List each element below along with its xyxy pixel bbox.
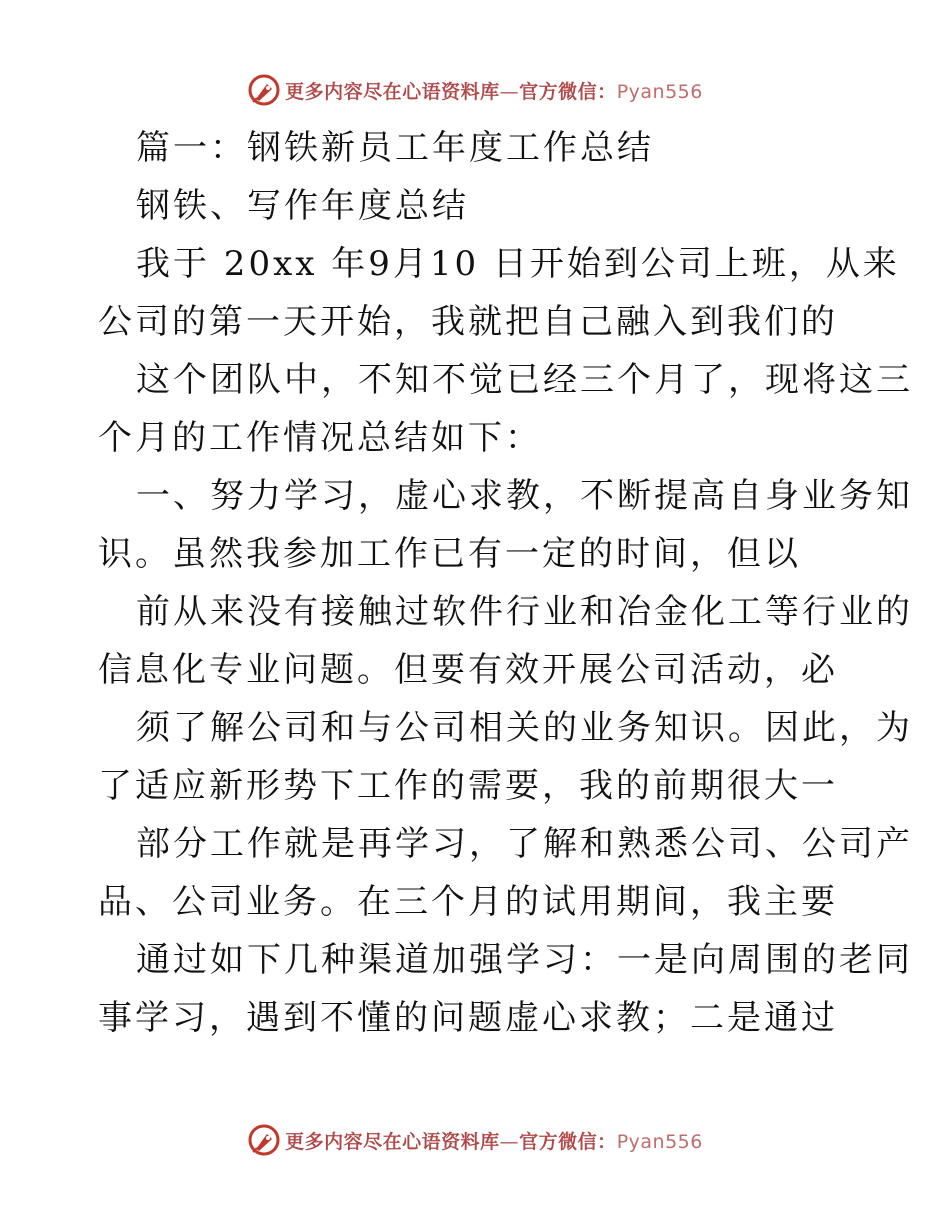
banner-text — [285, 77, 703, 104]
paragraph-line: 事学习，遇到不懂的问题虚心求教；二是通过 — [98, 998, 838, 1038]
section-heading-line: 一、努力学习，虚心求教，不断提高自身业务知 — [136, 476, 913, 516]
paragraph-line: 了适应新形势下工作的需要，我的前期很大一 — [98, 766, 838, 806]
paragraph-line: 品、公司业务。在三个月的试用期间，我主要 — [98, 882, 838, 922]
paragraph-line: 部分工作就是再学习，了解和熟悉公司、公司产 — [136, 824, 913, 864]
banner-dash: — — [499, 1130, 520, 1153]
banner-site-name: 更多内容尽在心语资料库 — [285, 80, 500, 103]
paragraph-line: 公司的第一天开始，我就把自己融入到我们的 — [98, 302, 838, 342]
paragraph-line: 这个团队中，不知不觉已经三个月了，现将这三 — [136, 360, 913, 400]
paragraph-line: 通过如下几种渠道加强学习：一是向周围的老同 — [136, 940, 913, 980]
banner-dash: — — [499, 80, 520, 103]
paragraph-line: 个月的工作情况总结如下： — [98, 418, 542, 458]
document-subtitle: 钢铁、写作年度总结 — [136, 186, 469, 226]
banner-wechat-id: Pyan556 — [616, 80, 703, 103]
paragraph-line: 前从来没有接触过软件行业和冶金化工等行业的 — [136, 592, 913, 632]
document-title: 篇一：钢铁新员工年度工作总结 — [136, 128, 654, 168]
footer-banner — [0, 1120, 950, 1160]
paragraph-line: 须了解公司和与公司相关的业务知识。因此，为 — [136, 708, 913, 748]
banner-text — [285, 1127, 703, 1154]
paragraph-line: 识。虽然我参加工作已有一定的时间，但以 — [98, 534, 801, 574]
banner-wechat-id: Pyan556 — [616, 1130, 703, 1153]
banner-site-name: 更多内容尽在心语资料库 — [285, 1130, 500, 1153]
paragraph-line: 信息化专业问题。但要有效开展公司活动，必 — [98, 650, 838, 690]
pen-nib-logo-icon — [247, 1123, 281, 1157]
banner-wechat-label: 官方微信： — [519, 1130, 617, 1153]
paragraph-line: 我于 20xx 年9月10 日开始到公司上班，从来 — [136, 244, 900, 284]
pen-nib-logo-icon — [247, 73, 281, 107]
banner-wechat-label: 官方微信： — [519, 80, 617, 103]
header-banner — [0, 70, 950, 110]
